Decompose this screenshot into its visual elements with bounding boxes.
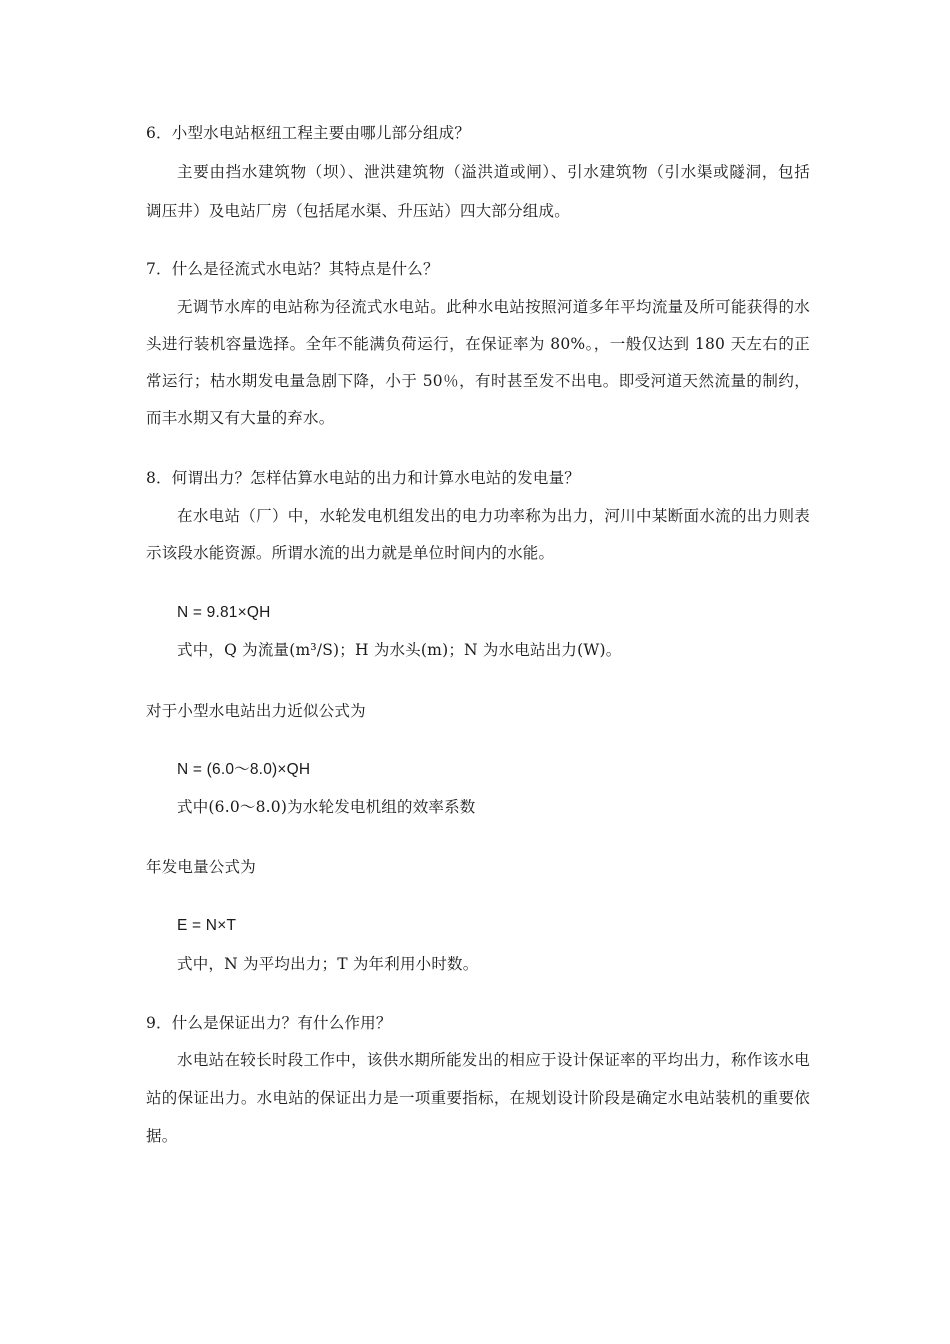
- formula-annual-note: 式中，N 为平均出力；T 为年利用小时数。: [177, 955, 479, 973]
- answer-9-line-1: 水电站在较长时段工作中，该供水期所能发出的相应于设计保证率的平均出力，称作该水电: [177, 1051, 810, 1069]
- answer-7-line-3: 常运行；枯水期发电量急剧下降，小于 50％，有时甚至发不出电。即受河道天然流量的制约，: [146, 372, 810, 390]
- answer-7-line-2: 头进行装机容量选择。全年不能满负荷运行，在保证率为 80%。，一般仅达到 180 天左右的正: [146, 335, 810, 353]
- approx-formula-intro: 对于小型水电站出力近似公式为: [146, 702, 366, 720]
- answer-6-line-2: 调压井）及电站厂房（包括尾水渠、升压站）四大部分组成。: [146, 202, 570, 220]
- answer-9-line-3: 据。: [146, 1127, 178, 1145]
- formula-approx-note: 式中(6.0～8.0)为水轮发电机组的效率系数: [177, 798, 476, 816]
- answer-8-line-2: 示该段水能资源。所谓水流的出力就是单位时间内的水能。: [146, 544, 555, 562]
- answer-8-line-1: 在水电站（厂）中，水轮发电机组发出的电力功率称为出力，河川中某断面水流的出力则表: [177, 507, 810, 525]
- formula-output-note: 式中，Q 为流量(m³/S)；H 为水头(m)；N 为水电站出力(W)。: [177, 641, 622, 659]
- annual-formula-intro: 年发电量公式为: [146, 858, 256, 876]
- question-7: 7．什么是径流式水电站？其特点是什么？: [146, 260, 439, 278]
- answer-9-line-2: 站的保证出力。水电站的保证出力是一项重要指标，在规划设计阶段是确定水电站装机的重要依: [146, 1089, 810, 1107]
- question-9: 9．什么是保证出力？有什么作用？: [146, 1014, 392, 1032]
- formula-output: N = 9.81×QH: [177, 604, 271, 621]
- answer-7-line-4: 而丰水期又有大量的弃水。: [146, 409, 335, 427]
- answer-6-line-1: 主要由挡水建筑物（坝）、泄洪建筑物（溢洪道或闸）、引水建筑物（引水渠或隧洞，包括: [177, 163, 810, 181]
- question-8: 8．何谓出力？怎样估算水电站的出力和计算水电站的发电量？: [146, 469, 580, 487]
- answer-7-line-1: 无调节水库的电站称为径流式水电站。此种水电站按照河道多年平均流量及所可能获得的水: [177, 298, 810, 316]
- question-6: 6．小型水电站枢纽工程主要由哪儿部分组成？: [146, 124, 471, 142]
- formula-annual: E = N×T: [177, 917, 237, 934]
- formula-approx: N = (6.0～8.0)×QH: [177, 761, 311, 778]
